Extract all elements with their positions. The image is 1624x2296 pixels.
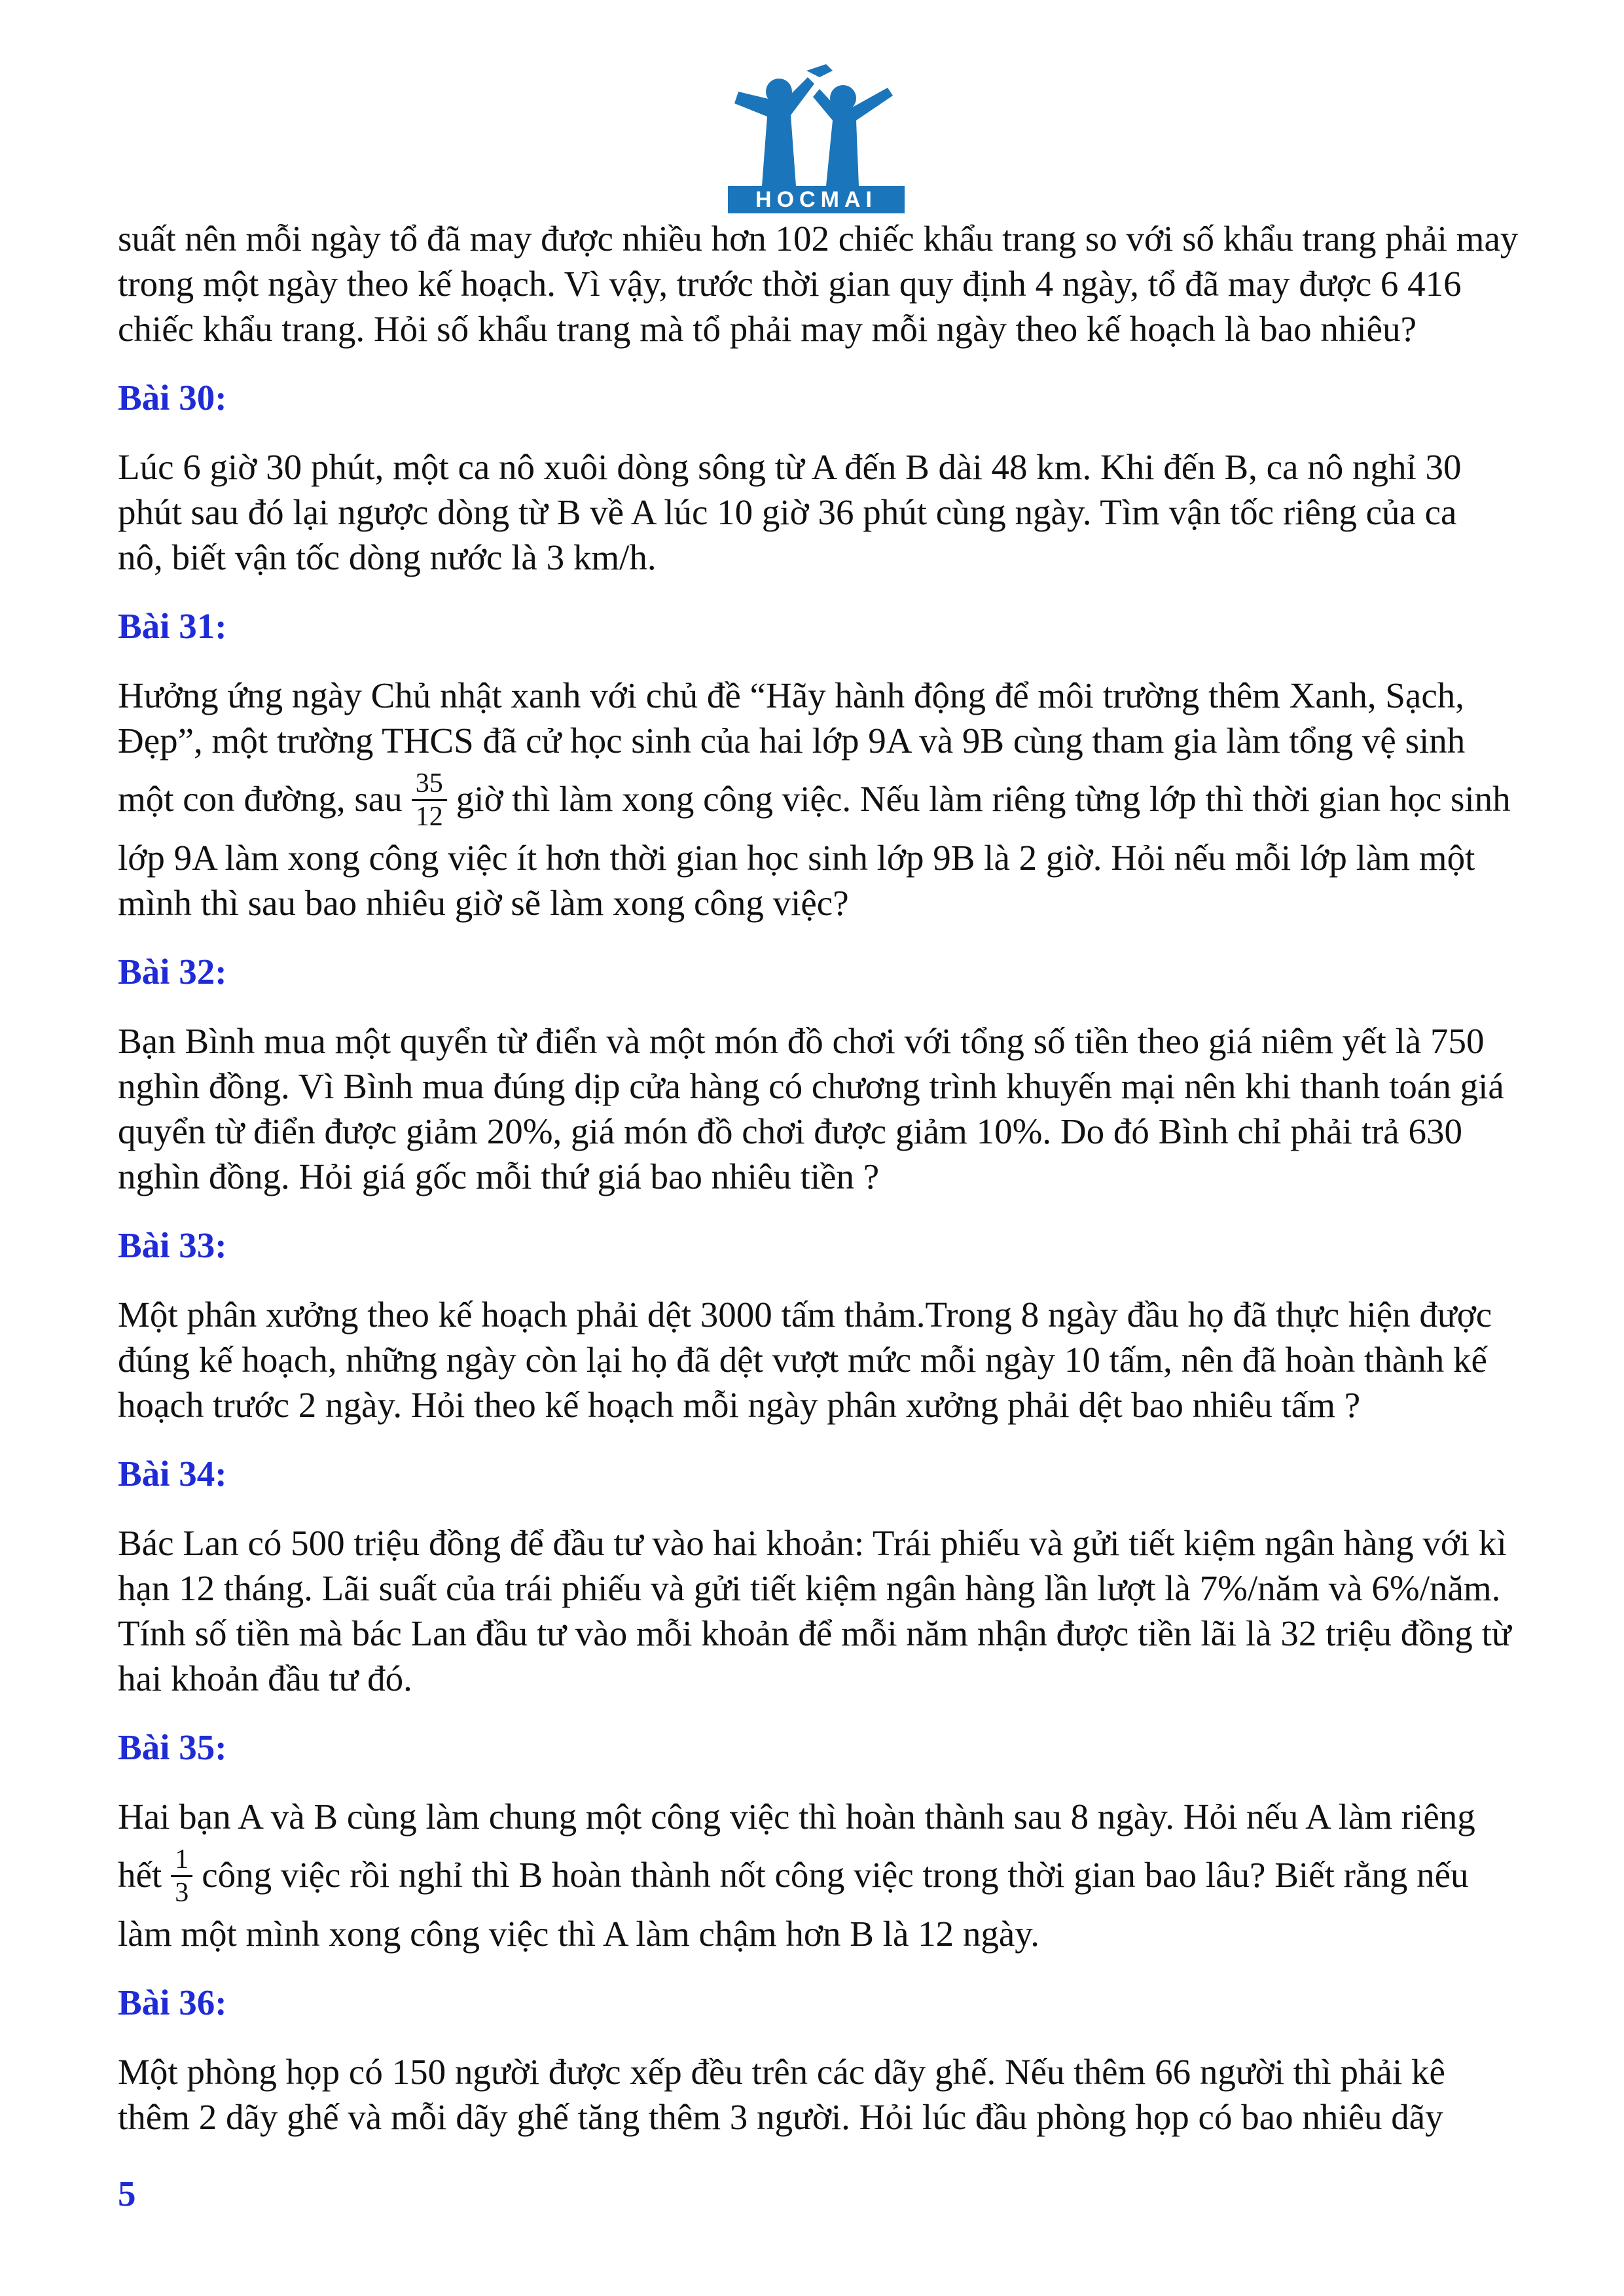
text-line: Tính số tiền mà bác Lan đầu tư vào mỗi khoản để mỗi năm nhận được tiền lãi là 32 triệu đồng từ (118, 1613, 1511, 1653)
bai34-paragraph (118, 1520, 1512, 1701)
text-line: hoạch trước 2 ngày. Hỏi theo kế hoạch mỗi ngày phân xưởng phải dệt bao nhiêu tấm ? (118, 1385, 1361, 1425)
text-line: lớp 9A làm xong công việc ít hơn thời gian học sinh lớp 9B là 2 giờ. Hỏi nếu mỗi lớp làm một (118, 838, 1475, 878)
fraction-35-12 (412, 768, 447, 833)
bai36-heading: Bài 36: (118, 1982, 227, 2022)
text-line-with-fraction (118, 763, 1512, 835)
text-segment: hết (118, 1855, 162, 1895)
text-line: chiếc khẩu trang. Hỏi số khẩu trang mà tổ phải may mỗi ngày theo kế hoạch là bao nhiêu? (118, 309, 1416, 349)
logo-figures-icon (728, 58, 905, 188)
text-line: Bạn Bình mua một quyển từ điển và một món đồ chơi với tổng số tiền theo giá niêm yết là 750 (118, 1021, 1485, 1061)
bai30-heading: Bài 30: (118, 378, 227, 418)
page-number: 5 (118, 2174, 136, 2214)
text-line: đúng kế hoạch, những ngày còn lại họ đã dệt vượt mức mỗi ngày 10 tấm, nên đã hoàn thành kế (118, 1340, 1487, 1380)
text-line: Lúc 6 giờ 30 phút, một ca nô xuôi dòng sông từ A đến B dài 48 km. Khi đến B, ca nô nghỉ 30 (118, 447, 1462, 487)
bai33-paragraph (118, 1292, 1512, 1427)
text-segment: một con đường, sau (118, 779, 403, 819)
bai31-heading: Bài 31: (118, 606, 227, 646)
text-line: nghìn đồng. Vì Bình mua đúng dịp cửa hàng có chương trình khuyến mại nên khi thanh toán giá (118, 1066, 1504, 1106)
text-segment: giờ thì làm xong công việc. Nếu làm riêng từng lớp thì thời gian học sinh (456, 779, 1511, 819)
fraction-numerator: 1 (171, 1844, 192, 1877)
text-line: Bác Lan có 500 triệu đồng để đầu tư vào hai khoản: Trái phiếu và gửi tiết kiệm ngân hàng với kì (118, 1523, 1507, 1563)
text-line: hai khoản đầu tư đó. (118, 1659, 412, 1698)
text-line: thêm 2 dãy ghế và mỗi dãy ghế tăng thêm 3 người. Hỏi lúc đầu phòng họp có bao nhiêu dãy (118, 2097, 1443, 2137)
text-line: nghìn đồng. Hỏi giá gốc mỗi thứ giá bao nhiêu tiền ? (118, 1157, 880, 1196)
bai35-paragraph (118, 1794, 1512, 1956)
text-segment: công việc rồi nghỉ thì B hoàn thành nốt công việc trong thời gian bao lâu? Biết rằng nếu (202, 1855, 1469, 1895)
text-line: quyển từ điển được giảm 20%, giá món đồ chơi được giảm 10%. Do đó Bình chỉ phải trả 630 (118, 1111, 1462, 1151)
bai31-paragraph (118, 673, 1512, 925)
text-line: mình thì sau bao nhiêu giờ sẽ làm xong công việc? (118, 883, 849, 923)
fraction-denominator: 12 (415, 801, 443, 832)
text-line-with-fraction (118, 1839, 1512, 1911)
fraction-denominator: 3 (175, 1877, 189, 1908)
text-line: trong một ngày theo kế hoạch. Vì vậy, trước thời gian quy định 4 ngày, tổ đã may được 6 416 (118, 264, 1462, 304)
text-line: Hưởng ứng ngày Chủ nhật xanh với chủ đề “Hãy hành động để môi trường thêm Xanh, Sạch, (118, 675, 1464, 715)
fraction-numerator: 35 (412, 768, 447, 801)
bai32-paragraph (118, 1018, 1512, 1199)
bai33-heading: Bài 33: (118, 1225, 227, 1265)
bai34-heading: Bài 34: (118, 1454, 227, 1494)
text-line: hạn 12 tháng. Lãi suất của trái phiếu và gửi tiết kiệm ngân hàng lần lượt là 7%/năm và 6%/năm. (118, 1568, 1501, 1608)
fraction-1-3 (171, 1844, 192, 1909)
text-line: Hai bạn A và B cùng làm chung một công việc thì hoàn thành sau 8 ngày. Hỏi nếu A làm riêng (118, 1797, 1475, 1837)
text-line: phút sau đó lại ngược dòng từ B về A lúc 10 giờ 36 phút cùng ngày. Tìm vận tốc riêng của ca (118, 492, 1457, 532)
bai30-paragraph (118, 444, 1512, 580)
text-line: làm một mình xong công việc thì A làm chậm hơn B là 12 ngày. (118, 1914, 1039, 1954)
text-line: Đẹp”, một trường THCS đã cử học sinh của hai lớp 9A và 9B cùng tham gia làm tổng vệ sinh (118, 721, 1466, 761)
text-line: nô, biết vận tốc dòng nước là 3 km/h. (118, 537, 657, 577)
bai35-heading: Bài 35: (118, 1727, 227, 1767)
text-line: Một phòng họp có 150 người được xếp đều trên các dãy ghế. Nếu thêm 66 người thì phải kê (118, 2052, 1445, 2092)
logo-text: HOCMAI (728, 186, 905, 213)
hocmai-logo (728, 58, 905, 215)
intro-paragraph (118, 216, 1519, 351)
document-page (118, 216, 1519, 2163)
text-line: suất nên mỗi ngày tổ đã may được nhiều hơn 102 chiếc khẩu trang so với số khẩu trang phải may (118, 219, 1519, 259)
bai32-heading: Bài 32: (118, 952, 227, 992)
bai36-paragraph (118, 2049, 1512, 2140)
text-line: Một phân xưởng theo kế hoạch phải dệt 3000 tấm thảm.Trong 8 ngày đầu họ đã thực hiện được (118, 1295, 1492, 1335)
